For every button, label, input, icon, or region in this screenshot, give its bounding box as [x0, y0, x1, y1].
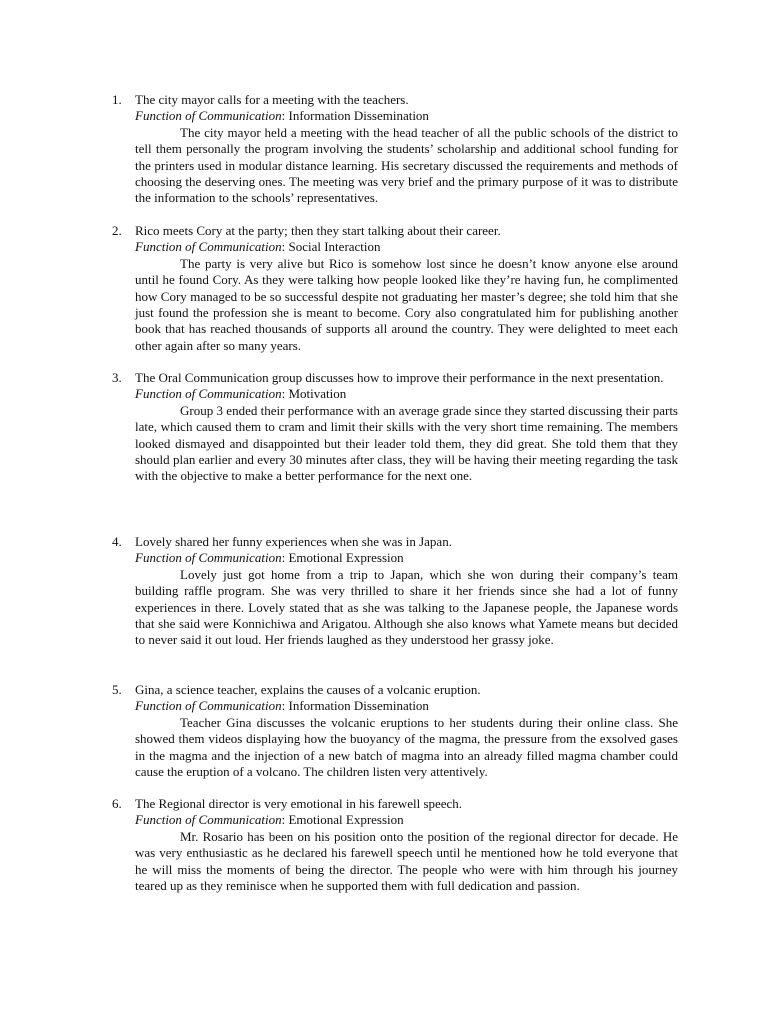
item-function: Function of Communication: Information Dissemination — [135, 108, 429, 124]
item-number: 2. — [112, 223, 122, 238]
function-value: Emotional Expression — [288, 812, 404, 828]
item-function: Function of Communication: Social Interaction — [135, 239, 381, 255]
list-item — [112, 223, 678, 354]
item-number: 3. — [112, 370, 122, 385]
function-label: Function of Communication — [135, 550, 282, 566]
item-function: Function of Communication: Motivation — [135, 386, 347, 402]
list-item — [112, 796, 678, 894]
item-question: Lovely shared her funny experiences when she was in Japan. — [135, 534, 452, 549]
item-question: The Regional director is very emotional in his farewell speech. — [135, 796, 463, 811]
function-value: Motivation — [288, 386, 347, 402]
function-value: Emotional Expression — [288, 550, 404, 566]
function-label: Function of Communication — [135, 108, 282, 124]
list-item — [112, 370, 678, 485]
function-label: Function of Communication — [135, 812, 282, 828]
item-number: 6. — [112, 796, 122, 811]
function-value: Information Dissemination — [288, 698, 429, 714]
item-function: Function of Communication: Emotional Expression — [135, 550, 404, 566]
function-label: Function of Communication — [135, 386, 282, 402]
item-body: Group 3 ended their performance with an average grade since they started discussing their parts late, which caused them to cram and limit their skills with the very short time remaining. The members looked dismayed and disappointed but their leader told them, they did great. She told them that they should plan earlier and every 30 minutes after class, they will be having their meeting regarding the task with the objective to make a better performance for the next one. — [135, 402, 678, 484]
list-item — [112, 534, 678, 649]
function-label: Function of Communication — [135, 698, 282, 714]
list-item — [112, 682, 678, 780]
function-value: Social Interaction — [288, 239, 381, 255]
item-body: Mr. Rosario has been on his position onto the position of the regional director for decade. He was very enthusiastic as he declared his farewell speech until he mentioned how he told everyone that he will miss the moments of being the director. The people who were with him through his journey teared up as they reminisce when he supported them with full dedication and passion. — [135, 828, 678, 894]
function-label: Function of Communication — [135, 239, 282, 255]
item-body: Lovely just got home from a trip to Japan, which she won during their company’s team building raffle program. She was very thrilled to share it her friends since she had a lot of funny experiences in there. Lovely stated that as she was talking to the Japanese people, the Japanese words that she said were Konnichiwa and Arigatou. Although she also knows what Yamete means but decided to never said it out loud. Her friends laughed as they understood her grassy joke. — [135, 566, 678, 648]
item-question: Gina, a science teacher, explains the causes of a volcanic eruption. — [135, 682, 481, 697]
item-number: 4. — [112, 534, 122, 549]
item-function: Function of Communication: Emotional Expression — [135, 812, 404, 828]
item-body: The city mayor held a meeting with the head teacher of all the public schools of the district to tell them personally the program involving the students’ scholarship and additional school funding for the printers used in modular distance learning. His secretary discussed the requirements and methods of choosing the deserving ones. The meeting was very brief and the primary purpose of it was to distribute the information to the schools’ representatives. — [135, 124, 678, 206]
item-number: 1. — [112, 92, 122, 107]
function-value: Information Dissemination — [288, 108, 429, 124]
item-body: Teacher Gina discusses the volcanic eruptions to her students during their online class. She showed them videos displaying how the buoyancy of the magma, the pressure from the exsolved gases in the magma and the injection of a new batch of magma into an already filled magma chamber could cause the eruption of a volcano. The children listen very attentively. — [135, 714, 678, 780]
item-question: Rico meets Cory at the party; then they start talking about their career. — [135, 223, 501, 238]
item-number: 5. — [112, 682, 122, 697]
item-question: The city mayor calls for a meeting with the teachers. — [135, 92, 409, 107]
item-body: The party is very alive but Rico is somehow lost since he doesn’t know anyone else around until he found Cory. As they were talking how people looked like they’re having fun, he complimented how Cory managed to be so successful despite not graduating her master’s degree; she told him that she just found the profession she is meant to become. Cory also congratulated him for publishing another book that has reached thousands of supports all around the country. They were delighted to meet each other again after so many years. — [135, 255, 678, 353]
list-item — [112, 92, 678, 207]
item-question: The Oral Communication group discusses how to improve their performance in the next presentation. — [135, 370, 664, 385]
item-function: Function of Communication: Information Dissemination — [135, 698, 429, 714]
